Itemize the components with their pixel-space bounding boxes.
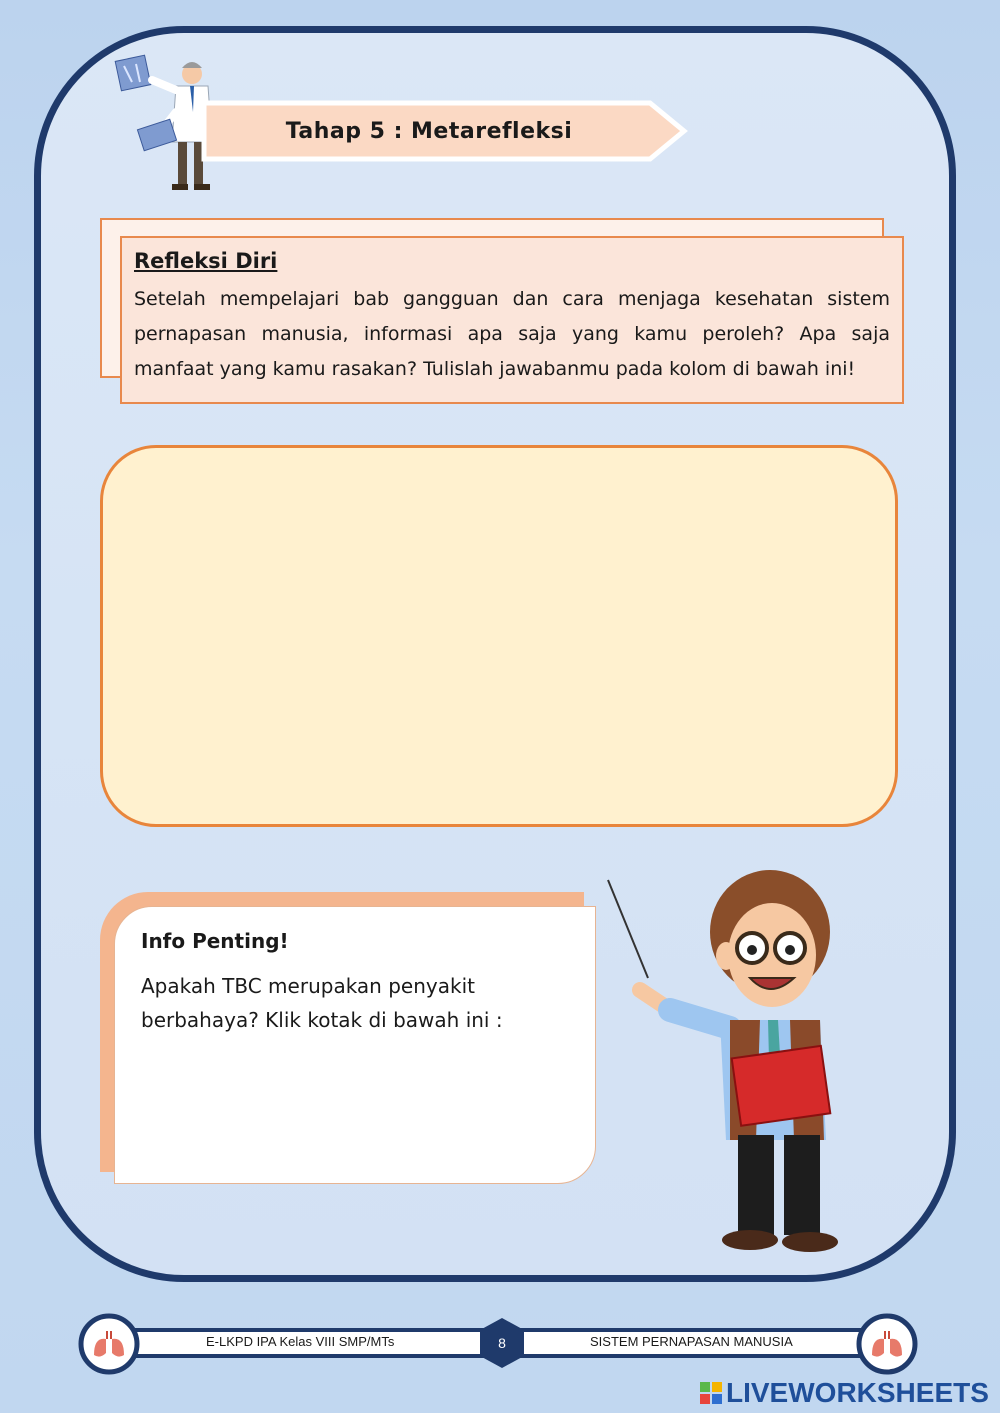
info-card [114,906,596,1184]
page-number: 8 [498,1335,506,1351]
liveworksheets-text: LIVEWORKSHEETS [726,1377,989,1408]
page-title: Tahap 5 : Metarefleksi [285,118,573,144]
reflection-instructions: Setelah mempelajari bab gangguan dan cara menjaga kesehatan sistem pernapasan manusia, informasi apa saja yang kamu peroleh? Apa saja manfaat yang kamu rasakan? Tulislah jawabanmu pada kolom di bawah ini! [134,288,890,380]
answer-textbox[interactable] [100,445,898,827]
reflection-card [120,236,904,404]
liveworksheets-logo [700,1378,996,1408]
lungs-icon [856,1313,918,1375]
footer-course-label: E-LKPD IPA Kelas VIII SMP/MTs [206,1334,395,1349]
info-title: Info Penting! [141,929,289,953]
reflection-title: Refleksi Diri [134,249,278,273]
info-text: Apakah TBC merupakan penyakit berbahaya? Klik kotak di bawah ini : [141,974,503,1032]
lungs-icon [78,1313,140,1375]
teacher-pointer-illustration [600,860,850,1260]
liveworksheets-mark-icon [700,1382,722,1404]
footer-topic-label: SISTEM PERNAPASAN MANUSIA [590,1334,793,1349]
page-number-badge [478,1316,526,1370]
stage-banner [200,100,690,162]
